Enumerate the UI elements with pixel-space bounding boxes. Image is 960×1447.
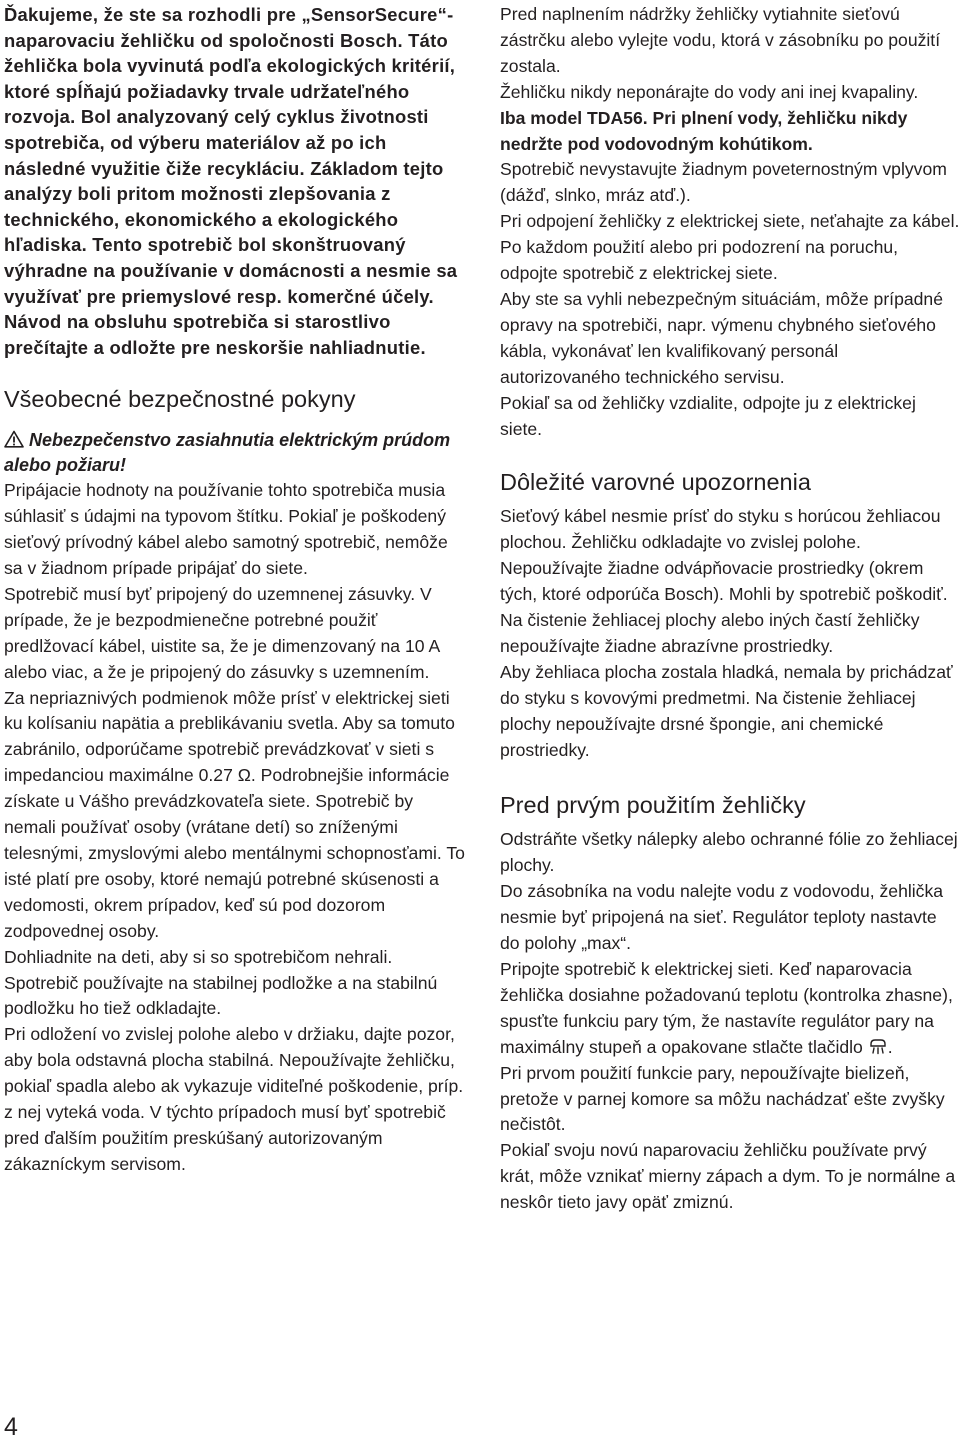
safety-paragraph: Pokiaľ sa od žehličky vzdialite, odpojte ju z elektrickej siete. [500, 392, 916, 439]
safety-paragraph: Pripájacie hodnoty na používanie tohto spotrebiča musia súhlasiť s údajmi na typovom štítku. Pokiaľ je poškodený sieťový prívodný kábel alebo samotný spotrebič, nemôže sa v žiadnom prípade pripájať do siete. [4, 480, 448, 579]
model-note: Iba model TDA56. Pri plnení vody, žehličku nikdy nedržte pod vodovodným kohútikom. [500, 107, 908, 154]
first-use-paragraph: Odstráňte všetky nálepky alebo ochranné fólie zo žehliacej plochy. [500, 829, 958, 876]
first-use-paragraph: Do zásobníka na vodu nalejte vodu z vodovodu, žehlička nesmie byť pripojená na sieť. Regulátor teploty nastavte do polohy „max“. [500, 881, 944, 954]
warning-paragraph: Na čistenie žehliacej plochy alebo iných častí žehličky nepoužívajte žiadne abrazívne prostriedky. [500, 610, 920, 656]
safety-paragraph: Žehličku nikdy neponárajte do vody ani inej kvapaliny. [500, 81, 919, 102]
safety-paragraph: Aby ste sa vyhli nebezpečným situáciám, môže prípadné opravy na spotrebiči, napr. výmenu chybného sieťového kábla, vykonávať len kvalifikovaný personál autorizovaného technického servisu. [500, 288, 943, 387]
right-column [500, 2, 960, 1216]
safety-paragraph: Dohliadnite na deti, aby si so spotrebičom nehrali. Spotrebič používajte na stabilnej podložke a na stabilnú podložku ho tiež odkladajte. [4, 946, 438, 1019]
first-use-paragraph: Pokiaľ svoju novú naparovaciu žehličku používate prvý krát, môže vznikať mierny zápach a dym. To je normálne a neskôr tieto javy opäť zmiznú. [500, 1140, 956, 1213]
safety-paragraph: Spotrebič nevystavujte žiadnym poveternostným vplyvom (dážď, slnko, mráz atď.). [500, 159, 947, 206]
warning-paragraph: Sieťový kábel nesmie prísť do styku s horúcou žehliacou plochou. Žehličku odkladajte vo zvislej polohe. [500, 506, 941, 553]
first-use-paragraph: Pri prvom použití funkcie pary, nepoužívajte bielizeň, pretože v parnej komore sa môžu nachádzať ešte zvyšky nečistôt. [500, 1062, 945, 1135]
intro-text: Ďakujeme, že ste sa rozhodli pre „SensorSecure“- naparovaciu žehličku od spoločnosti Bosch. Táto žehlička bola vyvinutá podľa ekologických kritérií, ktoré spĺňajú požiadavky trvale udržateľného rozvoja. Bol analyzovaný celý cyklus životnosti spotrebiča, od výberu materiálov až po ich následné využitie čiže recykláciu. Základom tejto analýzy boli pritom možnosti zlepšovania z technického, ekonomického a ekologického hľadiska. Tento spotrebič bol skonštruovaný výhradne na používanie v domácnosti a nesmie sa využívať pre priemyslové resp. komerčné účely. Návod na obsluhu spotrebiča si starostlivo prečítajte a odložte pre neskoršie nahliadnutie. [4, 4, 458, 358]
safety-paragraph: Pri odpojení žehličky z elektrickej siete, neťahajte za kábel. Po každom použití alebo pri podozrení na poruchu, odpojte spotrebič z elektrickej siete. [500, 211, 960, 284]
page-number: 4 [4, 1413, 18, 1441]
warning-triangle-icon [4, 430, 24, 448]
shock-warning [4, 428, 466, 478]
steam-instruction-end: . [887, 1036, 893, 1057]
warning-paragraph: Aby žehliaca plocha zostala hladká, nemala by prichádzať do styku s kovovými predmetmi. Na čistenie žehliacej plochy nepoužívajte drsné špongie, ani chemické prostriedky. [500, 661, 953, 760]
warnings-heading: Dôležité varovné upozornenia [500, 469, 811, 496]
left-column [4, 2, 466, 1178]
warning-paragraph: Nepoužívajte žiadne odvápňovacie prostriedky (okrem tých, ktoré odporúča Bosch). Mohli by spotrebič poškodiť. [500, 558, 948, 605]
first-use-heading: Pred prvým použitím žehličky [500, 792, 806, 819]
shock-warning-text: Nebezpečenstvo zasiahnutia elektrickým prúdom alebo požiaru! [4, 430, 451, 476]
safety-paragraph: Spotrebič musí byť pripojený do uzemnenej zásuvky. V prípade, že je bezpodmienečne potrebné použiť predlžovací kábel, uistite sa, že je dimenzovaný na 10 A alebo viac, a že je pripojený do zásuvky s uzemnením. [4, 583, 440, 682]
safety-paragraph: Za nepriaznivých podmienok môže prísť v elektrickej sieti ku kolísaniu napätia a preblikávaniu svetla. Aby sa tomuto zabránilo, odporúčame spotrebič prevádzkovať v sieti s impedanciou maximálne 0.27 Ω. Podrobnejšie informácie získate u Vášho prevádzkovateľa siete. Spotrebič by nemali používať osoby (vrátane detí) so zníženými telesnými, zmyslovými alebo mentálnymi schopnosťami. To isté platí pre osoby, ktoré nemajú potrebné skúsenosti a vedomosti, okrem prípadov, keď sú pod dozorom zodpovednej osoby. [4, 687, 465, 941]
steam-instruction-text: Pripojte spotrebič k elektrickej sieti. Keď naparovacia žehlička dosiahne požadovanú teplotu (kontrolka zhasne), spusťte funkciu pary tým, že nastavíte regulátor pary na maximálny stupeň a opakovane stlačte tlačidlo [500, 959, 953, 1057]
safety-paragraph: Pri odložení vo zvislej polohe alebo v držiaku, dajte pozor, aby bola odstavná plocha stabilná. Nepoužívajte žehličku, pokiaľ spadla alebo ak vykazuje viditeľné poškodenie, príp. z nej vyteká voda. V týchto prípadoch musí byť spotrebič pred ďalším použitím preskúšaný autorizovaným zákazníckym servisom. [4, 1024, 464, 1174]
safety-paragraph: Pred naplnením nádržky žehličky vytiahnite sieťovú zástrčku alebo vylejte vodu, ktorá v zásobníku po použití zostala. [500, 4, 941, 76]
steam-shot-icon [868, 1037, 888, 1055]
safety-heading: Všeobecné bezpečnostné pokyny [4, 386, 356, 413]
first-use-paragraph [500, 957, 960, 1061]
